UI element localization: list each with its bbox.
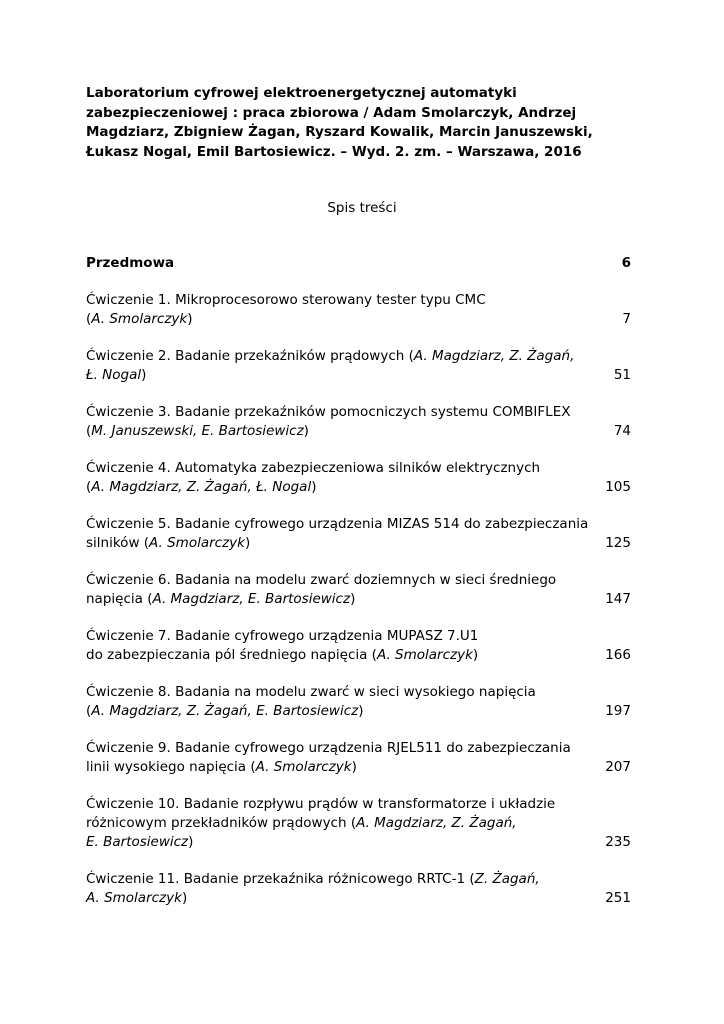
toc-entry-authors: A. Magdziarz, Z. Żagań,	[356, 815, 517, 831]
toc-entry	[86, 870, 631, 908]
toc-entry-line	[86, 627, 631, 646]
toc-entry-text: Ćwiczenie 1. Mikroprocesorowo sterowany tester typu CMC	[86, 292, 486, 308]
bibliographic-header	[86, 84, 626, 162]
toc-entry-line	[86, 571, 631, 590]
toc-entry-line	[86, 347, 631, 366]
toc-entry-text: Ćwiczenie 8. Badania na modelu zwarć w sieci wysokiego napięcia	[86, 684, 536, 700]
toc-entry-line	[86, 758, 631, 777]
header-line: zabezpieczeniowej : praca zbiorowa / Adam Smolarczyk, Andrzej	[86, 104, 577, 121]
toc-entry	[86, 291, 631, 329]
toc-entry-line	[86, 366, 631, 385]
toc-entry-line	[86, 702, 631, 721]
toc-entry-text: (	[86, 479, 92, 495]
toc-entry-authors: A. Smolarczyk	[91, 311, 188, 327]
toc-entry-text: Ćwiczenie 9. Badanie cyfrowego urządzenia RJEL511 do zabezpieczania	[86, 740, 571, 756]
toc-entry-line	[86, 739, 631, 758]
toc-entry-text: Ćwiczenie 3. Badanie przekaźników pomocniczych systemu COMBIFLEX	[86, 404, 571, 420]
toc-entry-authors: A. Smolarczyk	[149, 535, 245, 551]
toc-entry-authors: Ł. Nogal	[86, 367, 142, 383]
toc-entry-line	[86, 459, 631, 478]
toc-entry-page-number: 125	[605, 535, 631, 551]
toc-entry-authors: A. Smolarczyk	[86, 890, 182, 906]
toc-entry-text: )	[188, 834, 194, 850]
toc-entry	[86, 627, 631, 665]
toc-entry-text: Ćwiczenie 4. Automatyka zabezpieczeniowa silników elektrycznych	[86, 460, 541, 476]
toc-entry-text: różnicowym przekładników prądowych (	[86, 815, 357, 831]
toc-entry-line	[86, 254, 631, 273]
toc-entry-text: (	[86, 423, 92, 439]
toc-entry-line	[86, 870, 631, 889]
toc-entry-authors: M. Januszewski, E. Bartosiewicz	[91, 423, 304, 439]
toc-entry-text: silników (	[86, 535, 150, 551]
toc-entry-text: Ćwiczenie 10. Badanie rozpływu prądów w transformatorze i układzie	[86, 796, 556, 812]
toc-entry	[86, 795, 631, 852]
toc-entry-line	[86, 422, 631, 441]
toc-entry-text: Ćwiczenie 2. Badanie przekaźników prądowych (	[86, 348, 414, 364]
toc-entry-text: (	[86, 703, 92, 719]
toc-entry-text: Ćwiczenie 5. Badanie cyfrowego urządzenia MIZAS 514 do zabezpieczania	[86, 516, 589, 532]
toc-entry-authors: A. Magdziarz, E. Bartosiewicz	[152, 591, 351, 607]
toc-entry	[86, 403, 631, 441]
toc-entry	[86, 571, 631, 609]
toc-entry-text: Ćwiczenie 11. Badanie przekaźnika różnicowego RRTC-1 (	[86, 871, 475, 887]
toc-entry-line	[86, 795, 631, 814]
toc-entry-line	[86, 590, 631, 609]
toc-entry-authors: A. Smolarczyk	[376, 647, 473, 663]
toc-entry-line	[86, 683, 631, 702]
toc-entry	[86, 739, 631, 777]
toc-entry-page-number: 6	[621, 255, 631, 271]
toc-entry-page-number: 105	[605, 479, 631, 495]
toc-entry-text: )	[358, 703, 364, 719]
toc-entry-text: )	[181, 890, 188, 906]
toc-title: Spis treści	[327, 200, 397, 216]
toc-entry-text: (	[86, 311, 92, 327]
toc-entry	[86, 515, 631, 553]
toc-entry-line	[86, 534, 631, 553]
toc-entry-page-number: 51	[613, 367, 631, 383]
toc-entry-text: linii wysokiego napięcia (	[86, 759, 256, 775]
toc-entry-authors: A. Magdziarz, Z. Żagań,	[413, 348, 575, 364]
toc-entry-authors: A. Smolarczyk	[255, 759, 352, 775]
toc-entry-authors: A. Magdziarz, Z. Żagań, E. Bartosiewicz	[91, 703, 359, 719]
toc-entry-line	[86, 291, 631, 310]
toc-entry	[86, 459, 631, 497]
header-line: Magdziarz, Zbigniew Żagan, Ryszard Kowalik, Marcin Januszewski,	[86, 124, 593, 140]
toc-entry-text: do zabezpieczania pól średniego napięcia (	[86, 647, 377, 663]
toc-entry	[86, 347, 631, 385]
toc-entry-line	[86, 833, 631, 852]
toc-entry-line	[86, 478, 631, 497]
toc-entry-page-number: 74	[613, 423, 631, 439]
toc-entry-text: )	[141, 367, 147, 383]
toc-entry-line	[86, 889, 631, 908]
toc-entry-text: )	[244, 535, 251, 551]
toc-entry-line	[86, 403, 631, 422]
toc-entry-text: )	[350, 591, 356, 607]
toc-entry-page-number: 197	[605, 703, 631, 719]
toc-entry-text: )	[303, 423, 309, 439]
toc-entry-text: )	[472, 647, 479, 663]
toc-entry-line	[86, 814, 631, 833]
toc-entry-text: Ćwiczenie 6. Badania na modelu zwarć doziemnych w sieci średniego	[86, 572, 557, 588]
toc-entry-text: )	[187, 311, 193, 327]
toc-entry-text: Przedmowa	[86, 255, 175, 271]
toc-entry-preface	[86, 254, 631, 273]
toc-entry-line	[86, 646, 631, 665]
toc-entry-authors: A. Magdziarz, Z. Żagań, Ł. Nogal	[91, 479, 312, 495]
toc-entry-authors: E. Bartosiewicz	[86, 834, 189, 850]
header-line: Laboratorium cyfrowej elektroenergetycznej automatyki	[86, 85, 517, 101]
toc-entry-authors: Z. Żagań,	[474, 871, 540, 887]
toc-entry	[86, 683, 631, 721]
toc-entry-page-number: 7	[622, 311, 631, 327]
header-line: Łukasz Nogal, Emil Bartosiewicz. – Wyd. 2. zm. – Warszawa, 2016	[86, 143, 582, 160]
toc-entry-text: )	[351, 759, 357, 775]
toc-entry-page-number: 235	[605, 834, 631, 850]
toc-entry-page-number: 251	[605, 890, 631, 906]
toc-entry-text: napięcia (	[86, 591, 153, 607]
toc-entry-text: )	[311, 479, 317, 495]
toc-entry-text: Ćwiczenie 7. Badanie cyfrowego urządzenia MUPASZ 7.U1	[86, 628, 479, 644]
toc-entry-page-number: 166	[605, 647, 631, 663]
toc-entry-line	[86, 515, 631, 534]
toc-entry-page-number: 207	[605, 759, 631, 775]
toc-entry-line	[86, 310, 631, 329]
toc-entry-page-number: 147	[605, 591, 631, 607]
